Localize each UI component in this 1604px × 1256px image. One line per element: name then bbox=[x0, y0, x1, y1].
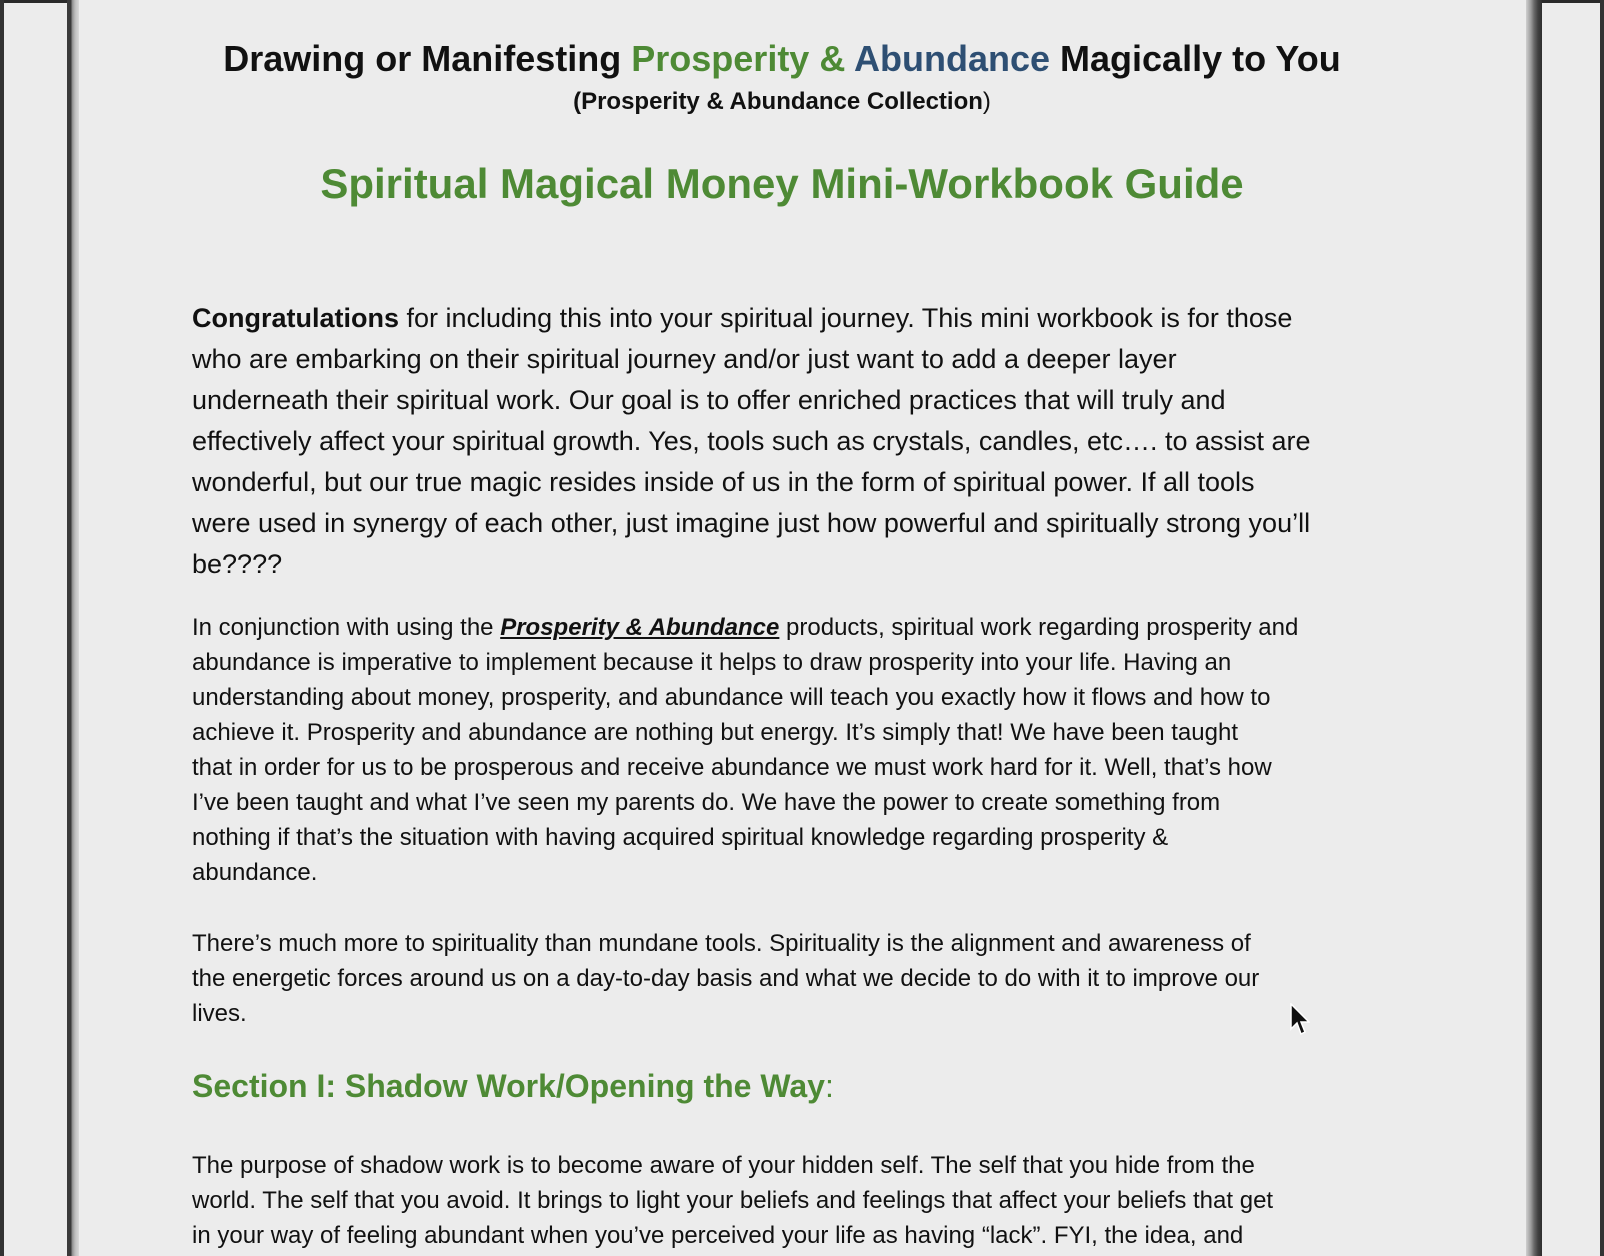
title-part1: Drawing or Manifesting bbox=[223, 38, 632, 79]
viewer-left-border bbox=[0, 0, 4, 1256]
document-title bbox=[92, 38, 1472, 80]
paragraph4-line: The purpose of shadow work is to become aware of your hidden self. The self that you hide from the bbox=[192, 1152, 1255, 1179]
paragraph1-line: underneath their spiritual work. Our goal is to offer enriched practices that will truly and bbox=[192, 385, 1226, 415]
paragraph2-line: I’ve been taught and what I’ve seen my parents do. We have the power to create something from bbox=[192, 789, 1221, 816]
title-abundance: Abundance bbox=[845, 38, 1051, 79]
paragraph2-line: abundance is imperative to implement because it helps to draw prosperity into your life. Having an bbox=[192, 649, 1232, 676]
title-part2: Magically to You bbox=[1050, 38, 1341, 79]
product-name-link: Prosperity & Abundance bbox=[500, 614, 780, 641]
paragraph1-line: wonderful, but our true magic resides inside of us in the form of spiritual power. If all tools bbox=[192, 467, 1255, 497]
paragraph1-line: effectively affect your spiritual growth. Yes, tools such as crystals, candles, etc…. to assist are bbox=[192, 426, 1311, 456]
paragraph3-line: lives. bbox=[192, 1000, 247, 1027]
paragraph1-line: who are embarking on their spiritual journey and/or just want to add a deeper layer bbox=[192, 344, 1177, 374]
paragraph3-line: the energetic forces around us on a day-to-day basis and what we decide to do with it to improve our bbox=[192, 965, 1260, 992]
subtitle-text: (Prosperity & Abundance Collection bbox=[573, 88, 983, 115]
paragraph2-line: nothing if that’s the situation with having acquired spiritual knowledge regarding prosperity & bbox=[192, 824, 1169, 851]
paragraph1-line: be???? bbox=[192, 549, 283, 579]
paragraph2-line: that in order for us to be prosperous and receive abundance we must work hard for it. Well, that’s how bbox=[192, 754, 1272, 781]
paragraph2-line: abundance. bbox=[192, 859, 318, 886]
section-1-heading-text: Section I: Shadow Work/Opening the Way bbox=[192, 1068, 825, 1104]
paragraph1-lead: Congratulations bbox=[192, 303, 399, 333]
paragraph2-line: achieve it. Prosperity and abundance are nothing but energy. It’s simply that! We have been taught bbox=[192, 719, 1238, 746]
paragraph-conjunction bbox=[192, 610, 1432, 890]
viewer-right-border bbox=[1600, 0, 1604, 1256]
paragraph1-line: were used in synergy of each other, just imagine just how powerful and spiritually strong you’ll bbox=[192, 508, 1311, 538]
document-page bbox=[79, 0, 1526, 1256]
page-right-edge bbox=[1526, 0, 1542, 1256]
document-subtitle bbox=[92, 88, 1472, 116]
paragraph2-before: In conjunction with using the bbox=[192, 614, 501, 641]
paragraph-shadow-work bbox=[192, 1148, 1432, 1253]
paragraph1-line: for including this into your spiritual journey. This mini workbook is for those bbox=[399, 303, 1293, 333]
page-left-edge bbox=[67, 0, 79, 1256]
paragraph3-line: There’s much more to spirituality than mundane tools. Spirituality is the alignment and awareness of bbox=[192, 930, 1251, 957]
title-prosperity: Prosperity & bbox=[631, 38, 846, 79]
paragraph-congratulations bbox=[192, 298, 1432, 585]
section-1-heading bbox=[192, 1068, 834, 1105]
paragraph-spirituality bbox=[192, 926, 1432, 1031]
mouse-pointer-icon bbox=[1290, 1003, 1310, 1037]
subtitle-close-paren: ) bbox=[982, 88, 991, 115]
guide-heading: Spiritual Magical Money Mini-Workbook Guide bbox=[320, 160, 1244, 207]
paragraph4-line: in your way of feeling abundant when you’ve perceived your life as having “lack”. FYI, the idea, and bbox=[192, 1222, 1244, 1249]
section-1-colon: : bbox=[824, 1068, 834, 1104]
paragraph4-line: world. The self that you avoid. It brings to light your beliefs and feelings that affect your beliefs that get bbox=[192, 1187, 1274, 1214]
paragraph2-line: understanding about money, prosperity, and abundance will teach you exactly how it flows and how to bbox=[192, 684, 1271, 711]
paragraph2-line: products, spiritual work regarding prosperity and bbox=[779, 614, 1299, 641]
